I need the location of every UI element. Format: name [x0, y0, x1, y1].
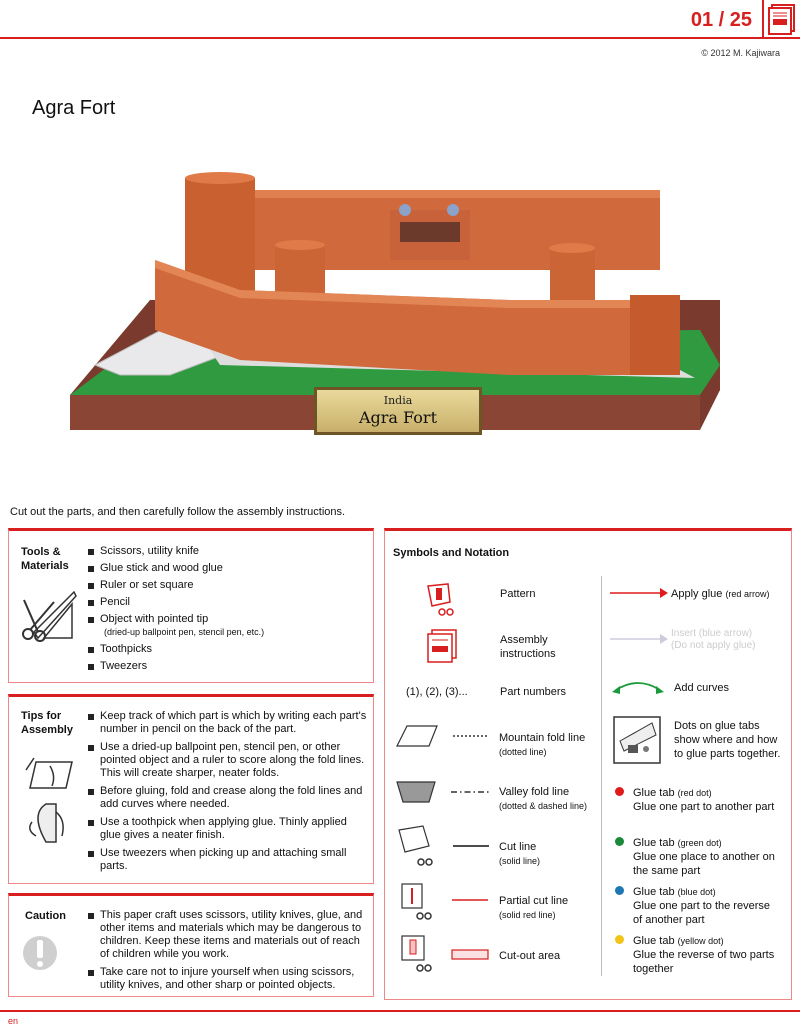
yellow-glue-tab-label: Glue tab (yellow dot) Glue the reverse of two parts together: [633, 935, 775, 975]
red-dot-icon: [615, 787, 624, 796]
list-item: Tweezers: [88, 660, 368, 673]
insert-label: Insert (blue arrow) (Do not apply glue): [671, 628, 756, 651]
language-code: en: [8, 1016, 19, 1026]
list-item: Use tweezers when picking up and attaching small parts.: [88, 847, 368, 873]
part-numbers-label: Part numbers: [500, 686, 567, 698]
dots-description: Dots on glue tabs show where and how to glue parts together.: [674, 720, 781, 760]
apply-glue-label: Apply glue (red arrow): [671, 588, 770, 600]
insert-arrow-icon: [608, 632, 670, 646]
valley-fold-label: Valley fold line (dotted & dashed line): [499, 786, 588, 811]
caution-list: [88, 909, 368, 992]
page-number: 01 / 25: [690, 9, 752, 31]
column-divider: [601, 576, 602, 976]
tools-list: [88, 545, 368, 673]
plaque-country: India: [383, 394, 413, 407]
copyright: © 2012 M. Kajiwara: [701, 48, 780, 58]
part-numbers-example: (1), (2), (3)...: [406, 686, 468, 698]
list-item: Glue stick and wood glue: [88, 562, 368, 575]
pattern-label: Pattern: [500, 588, 536, 600]
glue-tab-dots-icon: [612, 715, 662, 765]
assembly-label: Assembly instructions: [500, 634, 556, 660]
red-arrow-icon: [608, 586, 670, 600]
folding-hands-icon: [22, 752, 78, 856]
list-item: Scissors, utility knife: [88, 545, 368, 558]
list-item: Toothpicks: [88, 643, 368, 656]
caution-heading: Caution: [25, 910, 66, 922]
page-title: Agra Fort: [32, 97, 116, 119]
list-item: Pencil: [88, 596, 368, 609]
partial-cut-label: Partial cut line (solid red line): [499, 895, 569, 920]
blue-dot-icon: [615, 886, 624, 895]
pattern-icon: [422, 580, 462, 620]
list-item: Use a toothpick when applying glue. Thinly applied glue gives a neater finish.: [88, 816, 368, 842]
name-plaque: [314, 387, 482, 435]
list-item: Ruler or set square: [88, 579, 368, 592]
list-item: Before gluing, fold and crease along the fold lines and add curves where needed.: [88, 785, 368, 811]
footer-rule: [0, 1010, 800, 1012]
partial-cut-icon: [398, 880, 498, 924]
tools-heading: Tools & Materials: [21, 546, 69, 572]
mountain-fold-icon: [395, 722, 495, 750]
green-dot-icon: [615, 837, 624, 846]
plaque-title: Agra Fort: [358, 408, 437, 427]
intro-text: Cut out the parts, and then carefully follow the assembly instructions.: [10, 506, 346, 518]
list-item: Object with pointed tip (dried-up ballpoint pen, stencil pen, etc.): [88, 613, 368, 639]
add-curves-label: Add curves: [674, 682, 730, 694]
warning-exclamation-icon: [22, 932, 58, 974]
list-item: Keep track of which part is which by writing each part's number in pencil on the back of the part.: [88, 710, 368, 736]
list-item: This paper craft uses scissors, utility knives, glue, and other items and materials which may be dangerous to children. Keep these items and materials out of reach of children while you work.: [88, 909, 368, 961]
tips-list: [88, 710, 368, 873]
header-rule: [0, 37, 800, 39]
valley-fold-icon: [395, 778, 495, 806]
red-glue-tab-label: Glue tab (red dot) Glue one part to another part: [633, 787, 775, 813]
symbols-heading: Symbols and Notation: [393, 547, 510, 559]
scissors-ruler-icon: [14, 588, 78, 644]
cut-out-area-icon: [398, 932, 498, 976]
tips-heading: Tips for Assembly: [21, 710, 73, 736]
green-glue-tab-label: Glue tab (green dot) Glue one place to another on the same part: [633, 837, 775, 877]
list-item: Take care not to injure yourself when using scissors, utility knives, and other sharp or pointed objects.: [88, 966, 368, 992]
mountain-fold-label: Mountain fold line (dotted line): [499, 732, 586, 757]
yellow-dot-icon: [615, 935, 624, 944]
assembly-instructions-icon: [424, 628, 460, 666]
cut-line-icon: [395, 824, 495, 870]
instructions-book-icon: [762, 0, 798, 38]
cut-out-area-label: Cut-out area: [499, 950, 561, 962]
blue-glue-tab-label: Glue tab (blue dot) Glue one part to the reverse of another part: [633, 886, 770, 926]
cut-line-label: Cut line (solid line): [499, 841, 541, 866]
list-item: Use a dried-up ballpoint pen, stencil pen, or other pointed object and a ruler to score along the fold lines. This will create sharper, neater folds.: [88, 741, 368, 780]
add-curves-icon: [610, 678, 666, 698]
